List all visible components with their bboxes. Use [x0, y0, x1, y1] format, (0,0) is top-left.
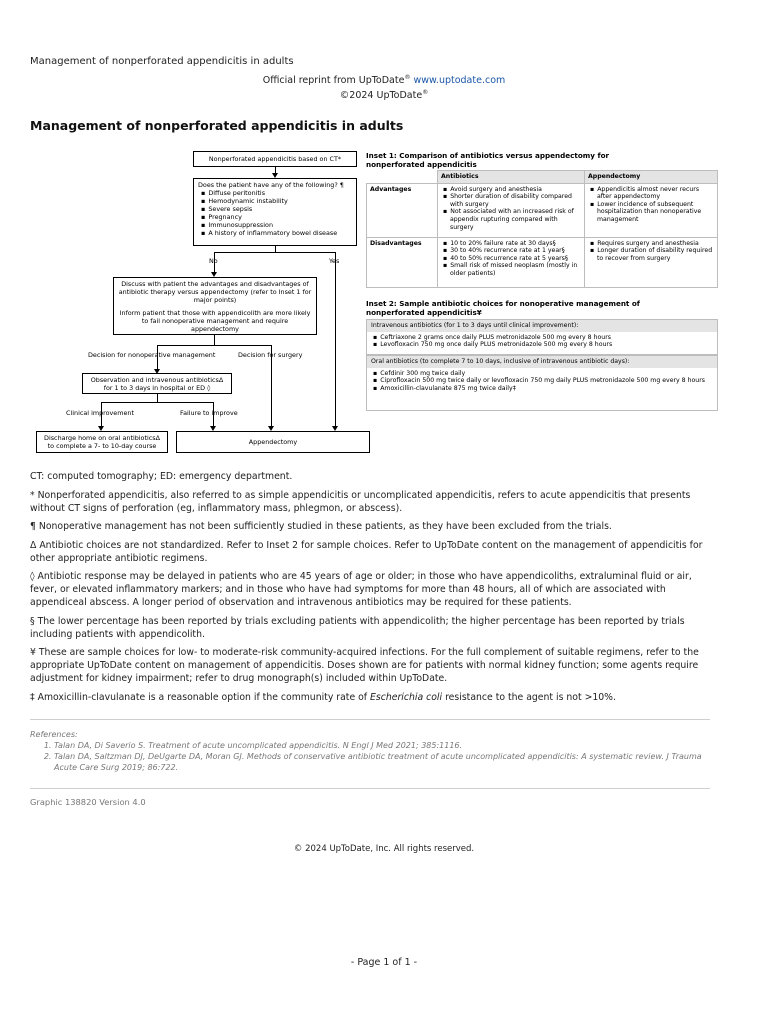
page-title: Management of nonperforated appendicitis in adults — [30, 56, 294, 67]
references-label: References: — [30, 730, 78, 739]
inset1-row-disadvantages: Disadvantages — [367, 237, 438, 287]
copyright-text: ©2024 UpToDate — [339, 90, 423, 102]
footnote: Δ Antibiotic choices are not standardized. Refer to Inset 2 for sample choices. Refer to UpToDate content on the management of appendicitis for other appropriate antibiotic regimens. — [30, 539, 703, 564]
inset1-col-appendectomy: Appendectomy — [585, 171, 718, 184]
discuss-text-1: Discuss with patient the advantages and disadvantages of antibiotic therapy versus appendectomy (refer to Inset 1 for major points) — [118, 280, 312, 304]
reprint-text: Official reprint from UpToDate — [262, 75, 405, 87]
inset1-corner — [367, 171, 438, 184]
inset1-row-advantages: Advantages — [367, 183, 438, 237]
discuss-text-2: Inform patient that those with appendicolith are more likely to fail nonoperative management and require appendectomy — [119, 309, 311, 333]
list-item: ▪ Cefdinir 300 mg twice daily — [381, 370, 713, 378]
list-item: ▪ Ceftriaxone 2 grams once daily PLUS metronidazole 500 mg every 8 hours — [381, 334, 713, 342]
list-item: ▪ Avoid surgery and anesthesia — [450, 186, 581, 194]
list-item: ▪ Ciprofloxacin 500 mg twice daily or levofloxacin 750 mg daily PLUS metronidazole 500 mg every 8 hours — [381, 377, 713, 385]
reference-item: 1. Talan DA, Di Saverio S. Treatment of acute uncomplicated appendicitis. N Engl J Med 2021; 385:1116. — [54, 740, 710, 751]
reprint-header — [0, 72, 768, 102]
footnote: ¶ Nonoperative management has not been sufficiently studied in these patients, as they have been excluded from the trials. — [30, 521, 612, 532]
criteria-box — [193, 178, 357, 246]
decision-nonop-label: Decision for nonoperative management — [88, 351, 216, 359]
decision-surgery-label: Decision for surgery — [238, 351, 303, 359]
inset2-oral-section — [366, 355, 718, 411]
registered-mark-2: ® — [422, 89, 429, 97]
observation-box: Observation and intravenous antibioticsΔ for 1 to 3 days in hospital or ED ◊ — [82, 373, 232, 394]
inset1-table — [366, 170, 718, 288]
divider — [30, 719, 710, 720]
divider — [30, 788, 710, 789]
inset2-iv-head: Intravenous antibiotics (for 1 to 3 days until clinical improvement): — [367, 320, 717, 332]
criteria-item: ▪ Pregnancy — [208, 213, 352, 221]
footer-copyright: © 2024 UpToDate, Inc. All rights reserved. — [293, 844, 475, 854]
footnote: CT: computed tomography; ED: emergency department. — [30, 471, 293, 482]
criteria-item: ▪ Diffuse peritonitis — [208, 189, 352, 197]
list-item: ▪ Levofloxacin 750 mg once daily PLUS metronidazole 500 mg every 8 hours — [381, 341, 713, 349]
inset1-col-antibiotics: Antibiotics — [438, 171, 585, 184]
inset1-adv-antibiotics — [438, 183, 585, 237]
discuss-box — [113, 277, 317, 335]
page-indicator: - Page 1 of 1 - — [350, 957, 418, 968]
footnote: * Nonperforated appendicitis, also referred to as simple appendicitis or uncomplicated appendicitis, refers to acute appendicitis that presents without CT signs of perforation (eg, inflammatory mass, phlegmon, or abscess). — [30, 489, 691, 514]
footnote-organism: Escherichia coli — [370, 691, 443, 703]
failure-label: Failure to improve — [180, 409, 238, 417]
registered-mark: ® — [404, 74, 411, 81]
uptodate-link[interactable]: www.uptodate.com — [413, 75, 506, 87]
list-item: ▪ Longer duration of disability required to recover from surgery — [597, 247, 714, 262]
inset1-dis-appendectomy — [585, 237, 718, 287]
graphic-title: Management of nonperforated appendicitis in adults — [30, 118, 404, 133]
clinical-improvement-label: Clinical improvement — [66, 409, 134, 417]
graphic-version: Graphic 138820 Version 4.0 — [30, 797, 146, 807]
criteria-item: ▪ Immunosuppression — [208, 221, 352, 229]
list-item: ▪ Not associated with an increased risk of appendix rupturing compared with surgery — [450, 208, 581, 231]
discharge-box: Discharge home on oral antibioticsΔ to complete a 7- to 10-day course — [36, 431, 168, 453]
list-item: ▪ Requires surgery and anesthesia — [597, 240, 714, 248]
start-box: Nonperforated appendicitis based on CT* — [193, 151, 357, 167]
footnote — [30, 691, 710, 704]
criteria-list — [198, 189, 352, 237]
no-label: No — [209, 257, 218, 265]
inset2-title: Inset 2: Sample antibiotic choices for nonoperative management of nonperforated appendicitis¥ — [366, 299, 640, 317]
list-item: ▪ 40 to 50% recurrence rate at 5 years§ — [450, 255, 581, 263]
footnote-text: ‡ Amoxicillin-clavulanate is a reasonable option if the community rate of — [30, 691, 371, 703]
list-item: ▪ 30 to 40% recurrence rate at 1 year§ — [450, 247, 581, 255]
footnote: § The lower percentage has been reported by trials excluding patients with appendicolith; the higher percentage has been reported by trials including patients with appendicolith. — [30, 615, 685, 640]
inset1-adv-appendectomy — [585, 183, 718, 237]
inset1-dis-antibiotics — [438, 237, 585, 287]
footnotes — [30, 470, 710, 709]
footnote: ◊ Antibiotic response may be delayed in patients who are 45 years of age or older; in those who have appendicoliths, extraluminal fluid or air, fever, or elevated inflammatory markers; and in those who have had symptoms for more than 48 hours, all of which are associated with appendiceal abscess. A longer period of observation and intravenous antibiotics may be required for these patients. — [30, 571, 692, 608]
criteria-item: ▪ Hemodynamic instability — [208, 197, 352, 205]
list-item: ▪ Shorter duration of disability compared with surgery — [450, 193, 581, 208]
list-item: ▪ Appendicitis almost never recurs after appendectomy — [597, 186, 714, 201]
inset2-iv-section — [366, 319, 718, 355]
appendectomy-box: Appendectomy — [176, 431, 370, 453]
footnote: ¥ These are sample choices for low- to moderate-risk community-acquired infections. For the full complement of suitable regimens, refer to the appropriate UpToDate content on management of appendicitis. Doses shown are for patients with normal kidney function; some agents require adjustment for kidney impairment; refer to drug monograph(s) included within UpToDate. — [30, 647, 699, 684]
reference-item: 2. Talan DA, Saltzman DJ, DeUgarte DA, Moran GJ. Methods of conservative antibiotic treatment of acute uncomplicated appendicitis: A systematic review. J Trauma Acute Care Surg 2019; 86:722. — [54, 751, 710, 773]
inset2-oral-head: Oral antibiotics (to complete 7 to 10 days, inclusive of intravenous antibiotic days): — [367, 356, 717, 368]
criteria-question: Does the patient have any of the following? ¶ — [198, 181, 344, 189]
criteria-item: ▪ Severe sepsis — [208, 205, 352, 213]
criteria-item: ▪ A history of inflammatory bowel disease — [208, 229, 352, 237]
footnote-text: resistance to the agent is not >10%. — [442, 691, 616, 703]
references — [30, 729, 710, 773]
list-item: ▪ Amoxicillin-clavulanate 875 mg twice daily‡ — [381, 385, 713, 393]
list-item: ▪ Small risk of missed neoplasm (mostly in older patients) — [450, 262, 581, 277]
yes-label: Yes — [329, 257, 340, 265]
inset1-title: Inset 1: Comparison of antibiotics versus appendectomy for nonperforated appendicitis — [366, 151, 610, 169]
list-item: ▪ 10 to 20% failure rate at 30 days§ — [450, 240, 581, 248]
list-item: ▪ Lower incidence of subsequent hospitalization than nonoperative management — [597, 201, 714, 224]
